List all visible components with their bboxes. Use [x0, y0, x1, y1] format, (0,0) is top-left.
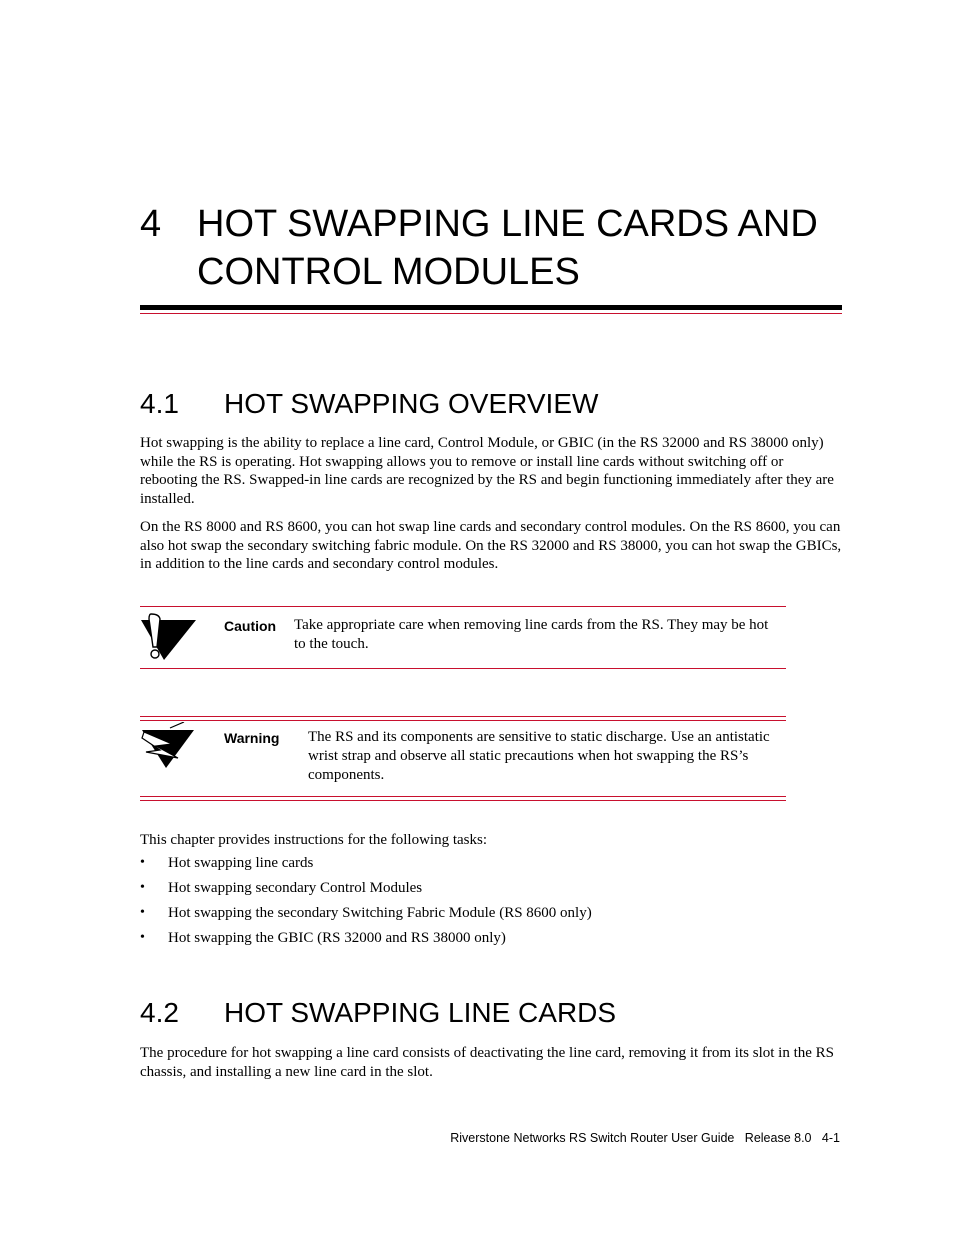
caution-bottom-rule — [140, 668, 786, 669]
warning-top-rule-2 — [140, 720, 786, 721]
list-item: • Hot swapping secondary Control Modules — [140, 880, 423, 896]
list-item: • Hot swapping line cards — [140, 855, 314, 871]
page-footer: Riverstone Networks RS Switch Router User Guide Release 8.0 4-1 — [450, 1131, 840, 1145]
bullet-icon: • — [140, 905, 145, 920]
tasks-list — [140, 853, 592, 953]
chapter-rule-thick — [140, 305, 842, 310]
caution-text: Take appropriate care when removing line cards from the RS. They may be hot to the touch. — [294, 617, 769, 652]
tasks-intro: This chapter provides instructions for the following tasks: — [140, 832, 488, 848]
bullet-icon: • — [140, 930, 145, 945]
section-number: 4.2 — [140, 997, 179, 1028]
list-item: • Hot swapping the GBIC (RS 32000 and RS 38000 only) — [140, 930, 506, 946]
caution-top-rule — [140, 606, 786, 607]
line-cards-paragraph: The procedure for hot swapping a line card consists of deactivating the line card, removing it from its slot in the RS chassis, and installing a new line card in the slot. — [140, 1045, 834, 1080]
warning-bottom-rule-2 — [140, 800, 786, 801]
chapter-rule-red — [140, 313, 842, 314]
bullet-icon: • — [140, 855, 145, 870]
bullet-icon: • — [140, 880, 145, 895]
section-title: HOT SWAPPING LINE CARDS — [224, 997, 617, 1028]
chapter-number: 4 — [140, 203, 162, 245]
warning-top-rule-1 — [140, 716, 786, 717]
overview-paragraph-2: On the RS 8000 and RS 8600, you can hot swap line cards and secondary control modules. On the RS 8600, you can also hot swap the secondary switching fabric module. On the RS 32000 and RS 38000, you can hot swap the GBICs, in addition to the line cards and secondary control modules. — [140, 519, 842, 573]
caution-exclamation-icon — [140, 612, 196, 662]
chapter-title-text: HOT SWAPPING LINE CARDS AND CONTROL MODULES — [197, 203, 818, 293]
section-title: HOT SWAPPING OVERVIEW — [224, 388, 599, 419]
warning-text: The RS and its components are sensitive to static discharge. Use an antistatic wrist strap and observe all static precautions when hot swapping the RS’s components. — [308, 729, 770, 783]
overview-paragraph-1: Hot swapping is the ability to replace a line card, Control Module, or GBIC (in the RS 32000 and RS 38000 only) while the RS is operating. Hot swapping allows you to remove or install line cards without switching off or rebooting the RS. Swapped-in line cards are recognized by the RS and begin functioning immediately after they are installed. — [140, 435, 834, 508]
warning-bottom-rule-1 — [140, 796, 786, 797]
warning-lightning-icon — [140, 722, 196, 770]
caution-label: Caution — [224, 618, 277, 634]
warning-label: Warning — [224, 730, 280, 746]
section-number: 4.1 — [140, 388, 179, 419]
list-item: • Hot swapping the secondary Switching Fabric Module (RS 8600 only) — [140, 905, 592, 921]
